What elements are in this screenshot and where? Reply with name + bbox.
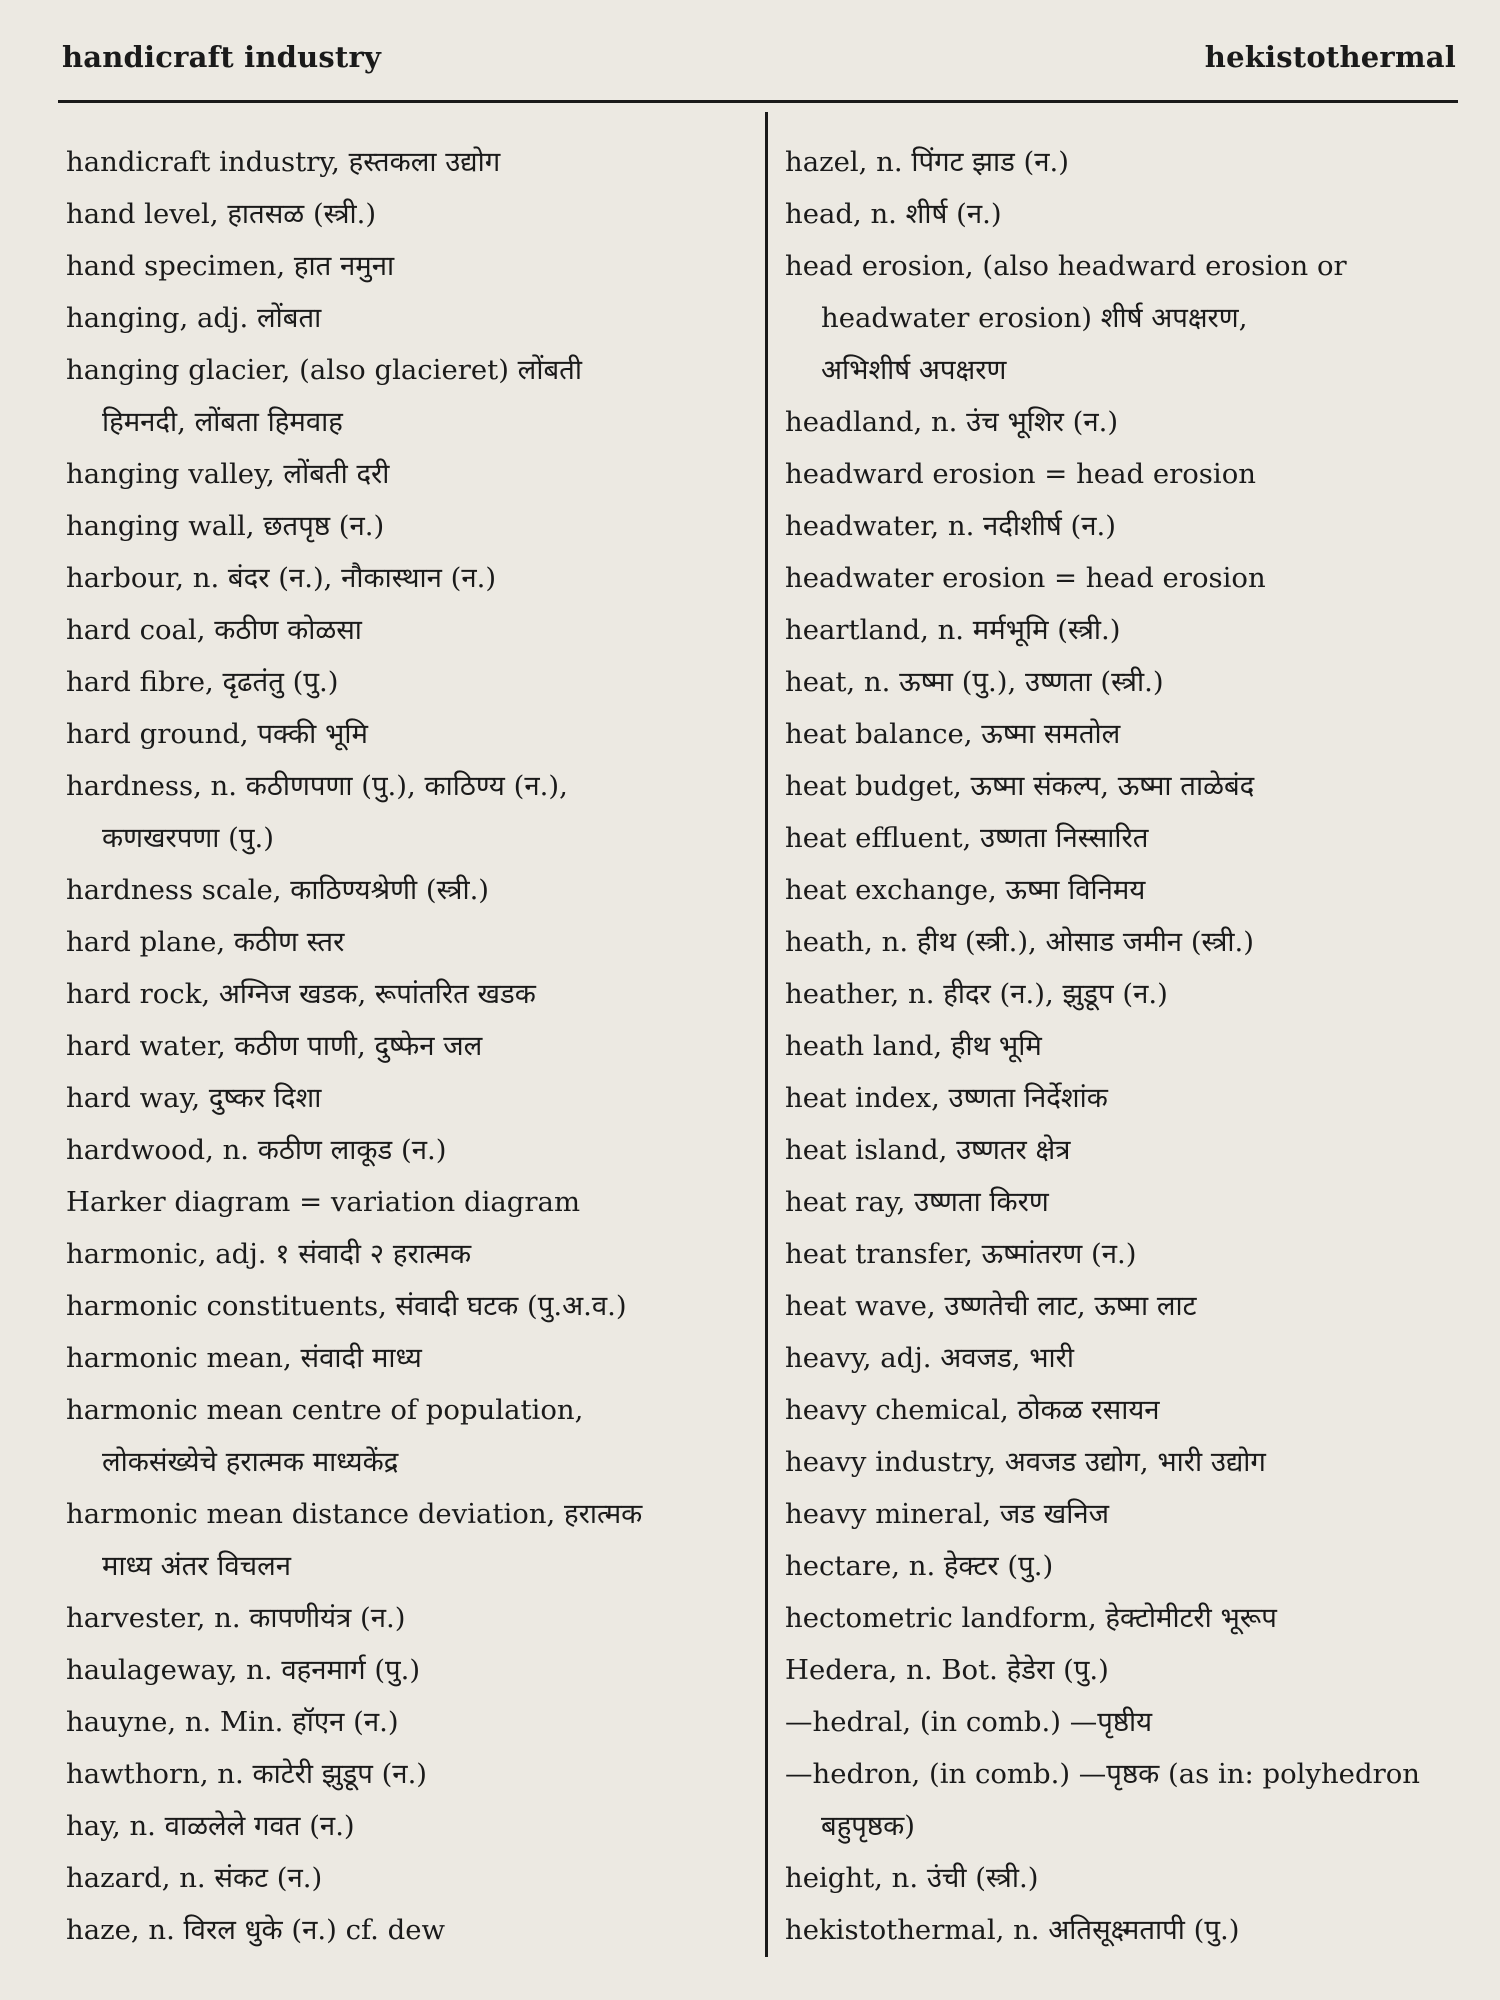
dictionary-entry: hand level, हातसळ (स्त्री.) xyxy=(66,198,377,230)
dictionary-entry: heartland, n. मर्मभूमि (स्त्री.) xyxy=(785,614,1121,646)
entry-continuation: लोकसंख्येचे हरात्मक माध्यकेंद्र xyxy=(102,1446,399,1478)
dictionary-entry: heavy, adj. अवजड, भारी xyxy=(785,1342,1075,1374)
dictionary-entry: harmonic mean centre of population, xyxy=(66,1394,584,1426)
dictionary-entry: harmonic constituents, संवादी घटक (पु.अ.व.) xyxy=(66,1290,627,1322)
dictionary-entry: hardness scale, काठिण्यश्रेणी (स्त्री.) xyxy=(66,874,490,906)
entry-continuation: कणखरपणा (पु.) xyxy=(102,822,274,854)
dictionary-entry: heat, n. ऊष्मा (पु.), उष्णता (स्त्री.) xyxy=(785,666,1164,698)
dictionary-entry: heat transfer, ऊष्मांतरण (न.) xyxy=(785,1238,1137,1270)
entry-continuation: अभिशीर्ष अपक्षरण xyxy=(821,354,1007,386)
dictionary-entry: heavy chemical, ठोकळ रसायन xyxy=(785,1394,1160,1426)
dictionary-entry: hanging wall, छतपृष्ठ (न.) xyxy=(66,510,385,542)
dictionary-entry: hardness, n. कठीणपणा (पु.), काठिण्य (न.), xyxy=(66,770,568,802)
dictionary-entry: harmonic, adj. १ संवादी २ हरात्मक xyxy=(66,1238,472,1270)
dictionary-entry: headland, n. उंच भूशिर (न.) xyxy=(785,406,1119,438)
header-rule xyxy=(58,100,1458,103)
dictionary-entry: heat ray, उष्णता किरण xyxy=(785,1186,1049,1218)
dictionary-entry: heavy mineral, जड खनिज xyxy=(785,1498,1110,1530)
entry-continuation: headwater erosion) शीर्ष अपक्षरण, xyxy=(821,302,1248,334)
dictionary-entry: hard fibre, दृढतंतु (पु.) xyxy=(66,666,339,698)
right-column xyxy=(785,136,1475,1956)
dictionary-entry: hectare, n. हेक्टर (पु.) xyxy=(785,1550,1054,1582)
dictionary-entry: Hedera, n. Bot. हेडेरा (पु.) xyxy=(785,1654,1109,1686)
dictionary-entry: Harker diagram = variation diagram xyxy=(66,1186,581,1218)
dictionary-entry: heath, n. हीथ (स्त्री.), ओसाड जमीन (स्त्री.) xyxy=(785,926,1255,958)
dictionary-entry: handicraft industry, हस्तकला उद्योग xyxy=(66,146,501,178)
running-head-right: hekistothermal xyxy=(1204,40,1456,74)
dictionary-entry: harvester, n. कापणीयंत्र (न.) xyxy=(66,1602,406,1634)
dictionary-entry: headward erosion = head erosion xyxy=(785,458,1256,490)
dictionary-entry: heat index, उष्णता निर्देशांक xyxy=(785,1082,1108,1114)
left-column xyxy=(66,136,746,1956)
dictionary-entry: heat wave, उष्णतेची लाट, ऊष्मा लाट xyxy=(785,1290,1197,1322)
dictionary-entry: haulageway, n. वहनमार्ग (पु.) xyxy=(66,1654,421,1686)
dictionary-entry: hay, n. वाळलेले गवत (न.) xyxy=(66,1810,355,1842)
dictionary-entry: hard ground, पक्की भूमि xyxy=(66,718,368,750)
dictionary-entry: head erosion, (also headward erosion or xyxy=(785,250,1347,282)
running-head-left: handicraft industry xyxy=(62,40,382,74)
dictionary-entry: hand specimen, हात नमुना xyxy=(66,250,395,282)
dictionary-entry: hazard, n. संकट (न.) xyxy=(66,1862,323,1894)
dictionary-entry: hard plane, कठीण स्तर xyxy=(66,926,345,958)
dictionary-entry: heather, n. हीदर (न.), झुडूप (न.) xyxy=(785,978,1168,1010)
dictionary-entry: hard way, दुष्कर दिशा xyxy=(66,1082,322,1114)
dictionary-entry: hard rock, अग्निज खडक, रूपांतरित खडक xyxy=(66,978,536,1010)
dictionary-entry: hanging, adj. लोंबता xyxy=(66,302,322,334)
dictionary-entry: harbour, n. बंदर (न.), नौकास्थान (न.) xyxy=(66,562,497,594)
dictionary-entry: —hedron, (in comb.) —पृष्ठक (as in: polyhedron xyxy=(785,1758,1420,1790)
dictionary-entry: hardwood, n. कठीण लाकूड (न.) xyxy=(66,1134,447,1166)
dictionary-entry: hard water, कठीण पाणी, दुष्फेन जल xyxy=(66,1030,483,1062)
dictionary-entry: harmonic mean distance deviation, हरात्मक xyxy=(66,1498,643,1530)
dictionary-entry: heat island, उष्णतर क्षेत्र xyxy=(785,1134,1071,1166)
dictionary-entry: headwater erosion = head erosion xyxy=(785,562,1266,594)
dictionary-entry: heat effluent, उष्णता निस्सारित xyxy=(785,822,1149,854)
dictionary-entry: headwater, n. नदीशीर्ष (न.) xyxy=(785,510,1116,542)
entry-continuation: माध्य अंतर विचलन xyxy=(102,1550,292,1582)
dictionary-entry: hanging glacier, (also glacieret) लोंबती xyxy=(66,354,582,386)
entry-continuation: हिमनदी, लोंबता हिमवाह xyxy=(102,406,343,438)
dictionary-entry: height, n. उंची (स्त्री.) xyxy=(785,1862,1039,1894)
dictionary-entry: heath land, हीथ भूमि xyxy=(785,1030,1042,1062)
dictionary-entry: hectometric landform, हेक्टोमीटरी भूरूप xyxy=(785,1602,1277,1634)
dictionary-entry: hawthorn, n. काटेरी झुडूप (न.) xyxy=(66,1758,428,1790)
dictionary-entry: —hedral, (in comb.) —पृष्ठीय xyxy=(785,1706,1153,1738)
dictionary-entry: heat exchange, ऊष्मा विनिमय xyxy=(785,874,1146,906)
column-divider xyxy=(765,112,768,1957)
dictionary-entry: hazel, n. पिंगट झाड (न.) xyxy=(785,146,1069,178)
dictionary-entry: hard coal, कठीण कोळसा xyxy=(66,614,362,646)
entry-continuation: बहुपृष्ठक) xyxy=(821,1810,915,1842)
dictionary-entry: head, n. शीर्ष (न.) xyxy=(785,198,1002,230)
dictionary-entry: harmonic mean, संवादी माध्य xyxy=(66,1342,422,1374)
dictionary-entry: hauyne, n. Min. हॉएन (न.) xyxy=(66,1706,399,1738)
dictionary-entry: heat balance, ऊष्मा समतोल xyxy=(785,718,1121,750)
dictionary-entry: hekistothermal, n. अतिसूक्ष्मतापी (पु.) xyxy=(785,1914,1240,1946)
dictionary-entry: heavy industry, अवजड उद्योग, भारी उद्योग xyxy=(785,1446,1266,1478)
dictionary-entry: heat budget, ऊष्मा संकल्प, ऊष्मा ताळेबंद xyxy=(785,770,1255,802)
dictionary-entry: hanging valley, लोंबती दरी xyxy=(66,458,390,490)
dictionary-entry: haze, n. विरल धुके (न.) cf. dew xyxy=(66,1914,446,1946)
